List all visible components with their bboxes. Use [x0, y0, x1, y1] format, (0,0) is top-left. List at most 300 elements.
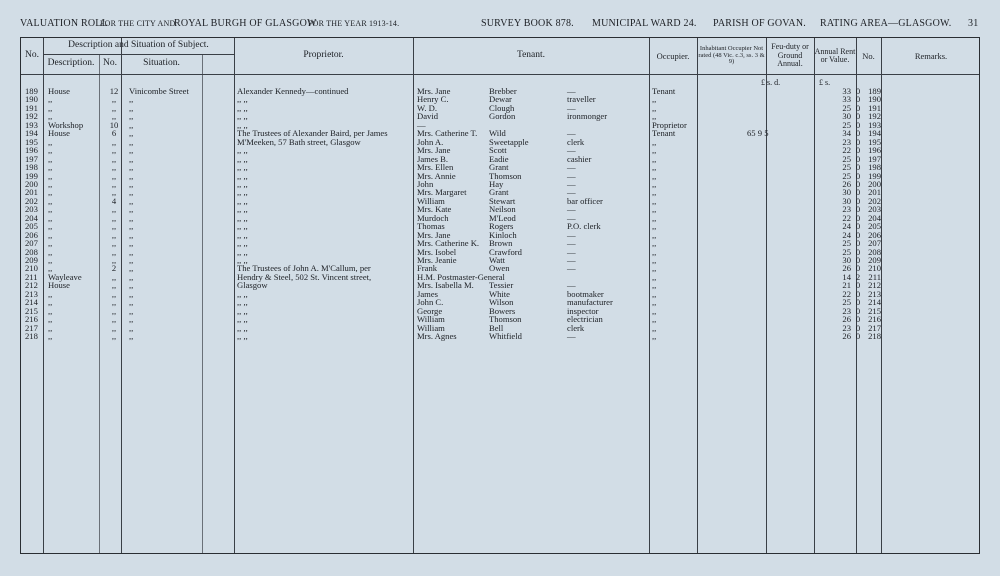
row-proprietor: ,, ,, — [237, 331, 248, 342]
row-rent-shillings: 0 — [855, 280, 861, 291]
row-tenant-occupation: — — [567, 238, 576, 249]
col-header-remarks: Remarks. — [914, 50, 948, 61]
row-description: ,, — [48, 212, 53, 223]
table-row — [21, 332, 979, 340]
row-proprietor: M'Meeken, 57 Bath street, Glasgow — [237, 136, 361, 147]
row-rent-shillings: 2 — [855, 271, 861, 282]
row-situation: ,, — [129, 195, 134, 206]
row-number: 209 — [25, 255, 38, 265]
row-number: 190 — [25, 94, 38, 105]
row-street-number: ,, — [111, 111, 117, 122]
row-situation: ,, — [129, 187, 134, 198]
row-tenant-occupation: — — [567, 128, 576, 139]
row-situation: ,, — [129, 162, 134, 173]
row-description: ,, — [48, 102, 53, 113]
row-situation: ,, — [129, 331, 134, 342]
row-occupier: ,, — [652, 204, 657, 215]
row-street-number: ,, — [111, 204, 117, 215]
row-description: ,, — [48, 288, 53, 299]
row-situation: Vinicombe Street — [129, 86, 189, 96]
row-proprietor: ,, ,, — [237, 187, 248, 198]
row-situation: ,, — [129, 119, 134, 130]
row-number-right: 196 — [868, 145, 881, 156]
row-situation: ,, — [129, 314, 134, 325]
row-description: ,, — [48, 187, 53, 198]
row-occupier: ,, — [652, 238, 657, 249]
row-rent-shillings: 0 — [855, 170, 861, 181]
row-number-right: 206 — [868, 229, 881, 240]
feu-units: £ s. d. — [761, 78, 781, 87]
row-occupier: ,, — [652, 111, 657, 122]
row-situation: ,, — [129, 229, 134, 240]
row-situation: ,, — [129, 212, 134, 223]
row-tenant-first: Mrs. Jane — [417, 229, 451, 240]
row-tenant-occupation: — — [567, 280, 576, 291]
row-rent-pounds: 23 — [842, 204, 851, 215]
row-tenant-first: Mrs. Jeanie — [417, 255, 457, 265]
row-number-right: 198 — [868, 162, 881, 173]
row-tenant-occupation: clerk — [567, 136, 585, 147]
row-number: 200 — [25, 178, 38, 189]
row-street-number: 10 — [109, 119, 119, 130]
row-number: 194 — [25, 128, 38, 139]
row-number-right: 197 — [868, 153, 881, 164]
row-tenant-occupation: — — [567, 204, 576, 215]
row-tenant-occupation: ironmonger — [567, 111, 608, 122]
row-tenant-occupation: manufacturer — [567, 297, 613, 308]
row-proprietor: ,, ,, — [237, 297, 248, 308]
row-number: 195 — [25, 136, 38, 147]
col-header-situation: Situation. — [143, 58, 180, 69]
row-number: 202 — [25, 195, 38, 206]
row-number-right: 195 — [868, 136, 881, 147]
row-street-number: ,, — [111, 314, 117, 325]
page-header — [20, 14, 980, 32]
row-rent-pounds: 26 — [842, 263, 851, 274]
row-rent-pounds: 24 — [842, 229, 851, 240]
row-occupier: ,, — [652, 255, 657, 265]
row-occupier: ,, — [652, 102, 657, 113]
row-rent-shillings: 0 — [855, 255, 861, 265]
row-occupier: Tenant — [652, 128, 676, 139]
row-number: 214 — [25, 297, 38, 308]
row-tenant-first: William — [417, 322, 445, 333]
row-situation: ,, — [129, 170, 134, 181]
row-occupier: ,, — [652, 322, 657, 333]
row-number: 196 — [25, 145, 38, 156]
row-number: 191 — [25, 102, 38, 113]
row-number: 206 — [25, 229, 38, 240]
row-number-right: 189 — [868, 86, 881, 96]
row-situation: ,, — [129, 238, 134, 249]
row-description: ,, — [48, 255, 53, 265]
row-street-number: ,, — [111, 305, 117, 316]
row-situation: ,, — [129, 288, 134, 299]
row-occupier: ,, — [652, 136, 657, 147]
row-tenant-first: Mrs. Annie — [417, 170, 456, 181]
row-number-right: 192 — [868, 111, 881, 122]
row-description: ,, — [48, 238, 53, 249]
row-proprietor: Glasgow — [237, 280, 268, 291]
row-rent-shillings: 0 — [855, 297, 861, 308]
row-tenant-first: Mrs. Catherine K. — [417, 238, 480, 249]
row-street-number: ,, — [111, 162, 117, 173]
row-tenant-surname: Dewar — [489, 94, 512, 105]
row-tenant-surname: M'Leod — [489, 212, 516, 223]
row-description: House — [48, 280, 70, 291]
row-tenant-surname: Owen — [489, 263, 510, 274]
row-number: 197 — [25, 153, 38, 164]
row-tenant-first: Mrs. Jane — [417, 86, 451, 96]
row-street-number: ,, — [111, 255, 117, 265]
col-header-description: Description. — [47, 58, 95, 69]
row-number: 192 — [25, 111, 38, 122]
row-description: House — [48, 128, 70, 139]
row-rent-shillings: 0 — [855, 246, 861, 257]
row-tenant-first: Murdoch — [417, 212, 449, 223]
row-situation: ,, — [129, 280, 134, 291]
row-rent-shillings: 0 — [855, 238, 861, 249]
row-rent-pounds: 26 — [842, 314, 851, 325]
row-street-number: ,, — [111, 271, 117, 282]
row-occupier: ,, — [652, 263, 657, 274]
row-proprietor: ,, ,, — [237, 162, 248, 173]
row-tenant-occupation: — — [567, 102, 576, 113]
row-tenant-first: William — [417, 195, 445, 206]
row-rent-pounds: 22 — [842, 288, 851, 299]
row-number-right: 203 — [868, 204, 881, 215]
row-rent-pounds: 25 — [842, 162, 851, 173]
row-proprietor: ,, ,, — [237, 238, 248, 249]
row-situation: ,, — [129, 94, 134, 105]
row-street-number: ,, — [111, 297, 117, 308]
row-situation: ,, — [129, 111, 134, 122]
row-rent-shillings: 0 — [855, 102, 861, 113]
row-tenant-first: Mrs. Isabella M. — [417, 280, 474, 291]
row-rent-pounds: 23 — [842, 322, 851, 333]
col-header-occupier: Occupier. — [656, 50, 690, 61]
row-tenant-occupation: P.O. clerk — [567, 221, 601, 232]
row-proprietor: ,, ,, — [237, 322, 248, 333]
row-tenant-first: Thomas — [417, 221, 445, 232]
row-proprietor: ,, ,, — [237, 212, 248, 223]
row-rent-shillings: 0 — [855, 178, 861, 189]
row-street-number: ,, — [111, 212, 117, 223]
col-header-annual-rent: Annual Rent or Value. — [814, 46, 856, 64]
row-tenant-occupation: — — [567, 331, 576, 342]
row-occupier: ,, — [652, 246, 657, 257]
row-description: ,, — [48, 229, 53, 240]
row-description: ,, — [48, 314, 53, 325]
row-street-number: ,, — [111, 331, 117, 342]
row-tenant-first: James — [417, 288, 439, 299]
row-number-right: 207 — [868, 238, 881, 249]
row-occupier: ,, — [652, 288, 657, 299]
row-feu-duty: 65 9 5 — [747, 128, 769, 139]
row-tenant-surname: Sweetapple — [489, 136, 529, 147]
row-situation: ,, — [129, 271, 134, 282]
row-number: 204 — [25, 212, 38, 223]
row-tenant-occupation: — — [567, 170, 576, 181]
row-description: ,, — [48, 162, 53, 173]
row-occupier: ,, — [652, 178, 657, 189]
row-street-number: ,, — [111, 94, 117, 105]
row-description: ,, — [48, 153, 53, 164]
row-street-number: 12 — [109, 86, 119, 96]
row-rent-pounds: 25 — [842, 238, 851, 249]
row-occupier: ,, — [652, 195, 657, 206]
row-description: ,, — [48, 94, 53, 105]
row-tenant-surname: Grant — [489, 162, 509, 173]
row-tenant-first: William — [417, 314, 445, 325]
row-tenant-surname: Wilson — [489, 297, 514, 308]
row-proprietor: ,, ,, — [237, 102, 248, 113]
header-rating-area: RATING AREA—GLASGOW. — [820, 18, 952, 29]
row-number-right: 213 — [868, 288, 881, 299]
row-description: ,, — [48, 322, 53, 333]
row-rent-pounds: 26 — [842, 178, 851, 189]
row-rent-pounds: 23 — [842, 136, 851, 147]
row-rent-pounds: 30 — [842, 255, 851, 265]
row-rent-pounds: 25 — [842, 246, 851, 257]
row-rent-shillings: 0 — [855, 288, 861, 299]
row-rent-pounds: 34 — [842, 128, 851, 139]
row-street-number: ,, — [111, 187, 117, 198]
row-tenant-surname: White — [489, 288, 510, 299]
row-tenant-surname: Stewart — [489, 195, 516, 206]
row-street-number: ,, — [111, 288, 117, 299]
row-rent-pounds: 14 — [842, 271, 851, 282]
row-proprietor: ,, ,, — [237, 288, 248, 299]
row-rent-pounds: 21 — [842, 280, 851, 291]
row-description: House — [48, 86, 70, 96]
row-street-number: ,, — [111, 153, 117, 164]
row-proprietor: ,, ,, — [237, 170, 248, 181]
row-tenant-surname: Eadie — [489, 153, 509, 164]
row-number-right: 190 — [868, 94, 881, 105]
row-rent-pounds: 30 — [842, 195, 851, 206]
row-number: 207 — [25, 238, 38, 249]
row-situation: ,, — [129, 145, 134, 156]
row-tenant-first: Mrs. Agnes — [417, 331, 457, 342]
row-rent-shillings: 0 — [855, 153, 861, 164]
row-rent-shillings: 0 — [855, 305, 861, 316]
row-number: 215 — [25, 305, 38, 316]
row-occupier: ,, — [652, 314, 657, 325]
row-tenant-first: Mrs. Isobel — [417, 246, 457, 257]
row-rent-shillings: 0 — [855, 229, 861, 240]
row-number: 208 — [25, 246, 38, 257]
row-tenant-surname: Bell — [489, 322, 504, 333]
row-occupier: ,, — [652, 297, 657, 308]
row-proprietor: ,, ,, — [237, 94, 248, 105]
row-street-number: 2 — [111, 263, 117, 274]
row-proprietor: ,, ,, — [237, 255, 248, 265]
row-tenant-surname: Rogers — [489, 221, 514, 232]
header-title-3: ROYAL BURGH OF GLASGOW — [174, 18, 317, 29]
row-number: 213 — [25, 288, 38, 299]
row-tenant-occupation: bootmaker — [567, 288, 604, 299]
row-tenant-surname: Watt — [489, 255, 506, 265]
row-occupier: ,, — [652, 212, 657, 223]
row-proprietor: ,, ,, — [237, 153, 248, 164]
row-situation: ,, — [129, 178, 134, 189]
row-tenant-surname: Crawford — [489, 246, 522, 257]
row-number-right: 191 — [868, 102, 881, 113]
row-tenant-surname: Grant — [489, 187, 509, 198]
row-occupier: ,, — [652, 271, 657, 282]
row-tenant-first: — — [417, 119, 426, 130]
row-situation: ,, — [129, 297, 134, 308]
row-proprietor: The Trustees of John A. M'Callum, per — [237, 263, 371, 274]
row-rent-pounds: 25 — [842, 170, 851, 181]
row-rent-pounds: 26 — [842, 331, 851, 342]
row-number-right: 211 — [868, 271, 881, 282]
row-proprietor: ,, ,, — [237, 195, 248, 206]
row-rent-shillings: 0 — [855, 204, 861, 215]
row-tenant-first: Mrs. Ellen — [417, 162, 454, 173]
row-street-number: ,, — [111, 170, 117, 181]
row-tenant-surname: Neilson — [489, 204, 516, 215]
row-street-number: ,, — [111, 229, 117, 240]
row-rent-shillings: 0 — [855, 128, 861, 139]
header-title-2: FOR THE CITY AND — [100, 19, 176, 28]
row-occupier: ,, — [652, 153, 657, 164]
row-description: ,, — [48, 297, 53, 308]
row-tenant-surname: Wild — [489, 128, 506, 139]
row-rent-shillings: 0 — [855, 136, 861, 147]
row-number-right: 205 — [868, 221, 881, 232]
row-rent-shillings: 0 — [855, 212, 861, 223]
row-tenant-occupation: — — [567, 86, 576, 96]
header-ward: MUNICIPAL WARD 24. — [592, 18, 697, 29]
row-number-right: 215 — [868, 305, 881, 316]
row-street-number: ,, — [111, 221, 117, 232]
row-tenant-occupation: — — [567, 255, 576, 265]
row-rent-pounds: 25 — [842, 119, 851, 130]
row-tenant-first: Mrs. Margaret — [417, 187, 467, 198]
row-situation: ,, — [129, 246, 134, 257]
row-rent-shillings: 0 — [855, 145, 861, 156]
row-tenant-surname: Whitfield — [489, 331, 522, 342]
row-proprietor: Hendry & Steel, 502 St. Vincent street, — [237, 271, 372, 282]
row-description: ,, — [48, 195, 53, 206]
row-tenant-first: John — [417, 178, 434, 189]
row-number: 198 — [25, 162, 38, 173]
col-header-number: No. — [103, 58, 117, 69]
row-street-number: ,, — [111, 246, 117, 257]
row-number-right: 194 — [868, 128, 881, 139]
row-number-right: 218 — [868, 331, 881, 342]
row-occupier: ,, — [652, 145, 657, 156]
row-proprietor: ,, ,, — [237, 221, 248, 232]
row-rent-pounds: 22 — [842, 212, 851, 223]
col-header-tenant: Tenant. — [516, 50, 546, 61]
row-street-number: ,, — [111, 178, 117, 189]
row-tenant-first: John C. — [417, 297, 444, 308]
row-situation: ,, — [129, 153, 134, 164]
row-tenant-occupation: — — [567, 246, 576, 257]
row-number-right: 216 — [868, 314, 881, 325]
row-number: 210 — [25, 263, 38, 274]
row-occupier: ,, — [652, 331, 657, 342]
row-number-right: 199 — [868, 170, 881, 181]
row-rent-shillings: 0 — [855, 86, 861, 96]
row-situation: ,, — [129, 128, 134, 139]
row-occupier: Tenant — [652, 86, 676, 96]
row-proprietor: ,, ,, — [237, 145, 248, 156]
row-tenant-surname: Brebber — [489, 86, 517, 96]
row-proprietor: ,, ,, — [237, 204, 248, 215]
row-description: ,, — [48, 331, 53, 342]
row-rent-shillings: 0 — [855, 187, 861, 198]
row-number-right: 210 — [868, 263, 881, 274]
row-number: 212 — [25, 280, 38, 291]
row-occupier: ,, — [652, 305, 657, 316]
row-rent-shillings: 0 — [855, 119, 861, 130]
row-tenant-first: David — [417, 111, 439, 122]
col-header-no: No. — [25, 50, 39, 61]
row-number-right: 204 — [868, 212, 881, 223]
row-tenant-surname: Brown — [489, 238, 513, 249]
row-rent-pounds: 25 — [842, 102, 851, 113]
header-survey-book: SURVEY BOOK 878. — [481, 18, 574, 29]
row-description: ,, — [48, 145, 53, 156]
row-description: Workshop — [48, 119, 84, 130]
row-situation: ,, — [129, 263, 134, 274]
page-number: 31 — [968, 18, 979, 29]
row-description: ,, — [48, 305, 53, 316]
row-rent-shillings: 0 — [855, 162, 861, 173]
row-tenant-occupation: traveller — [567, 94, 596, 105]
row-proprietor: ,, ,, — [237, 229, 248, 240]
row-number-right: 202 — [868, 195, 881, 206]
row-occupier: ,, — [652, 221, 657, 232]
row-tenant-surname: Hay — [489, 178, 504, 189]
row-rent-pounds: 33 — [842, 86, 851, 96]
header-title-1: VALUATION ROLL — [20, 18, 108, 29]
row-street-number: ,, — [111, 145, 117, 156]
row-number-right: 212 — [868, 280, 881, 291]
row-number-right: 208 — [868, 246, 881, 257]
row-rent-pounds: 24 — [842, 221, 851, 232]
row-tenant-occupation: — — [567, 187, 576, 198]
row-situation: ,, — [129, 136, 134, 147]
row-number-right: 200 — [868, 178, 881, 189]
row-rent-pounds: 25 — [842, 297, 851, 308]
row-number-right: 217 — [868, 322, 881, 333]
row-tenant-first: Henry C. — [417, 94, 449, 105]
row-street-number: ,, — [111, 136, 117, 147]
row-tenant-occupation: inspector — [567, 305, 599, 316]
row-number: 193 — [25, 119, 38, 130]
row-number: 199 — [25, 170, 38, 181]
row-tenant-first: Mrs. Kate — [417, 204, 452, 215]
row-tenant-surname: Gordon — [489, 111, 516, 122]
row-number: 203 — [25, 204, 38, 215]
row-number: 218 — [25, 331, 38, 342]
row-rent-shillings: 0 — [855, 322, 861, 333]
row-number: 201 — [25, 187, 38, 198]
row-tenant-first: George — [417, 305, 443, 316]
col-header-proprietor: Proprietor. — [303, 50, 344, 61]
row-tenant-occupation: clerk — [567, 322, 585, 333]
row-rent-shillings: 0 — [855, 94, 861, 105]
row-tenant-surname: Kinloch — [489, 229, 517, 240]
header-parish: PARISH OF GOVAN. — [713, 18, 806, 29]
row-number: 189 — [25, 86, 38, 96]
row-street-number: ,, — [111, 280, 117, 291]
